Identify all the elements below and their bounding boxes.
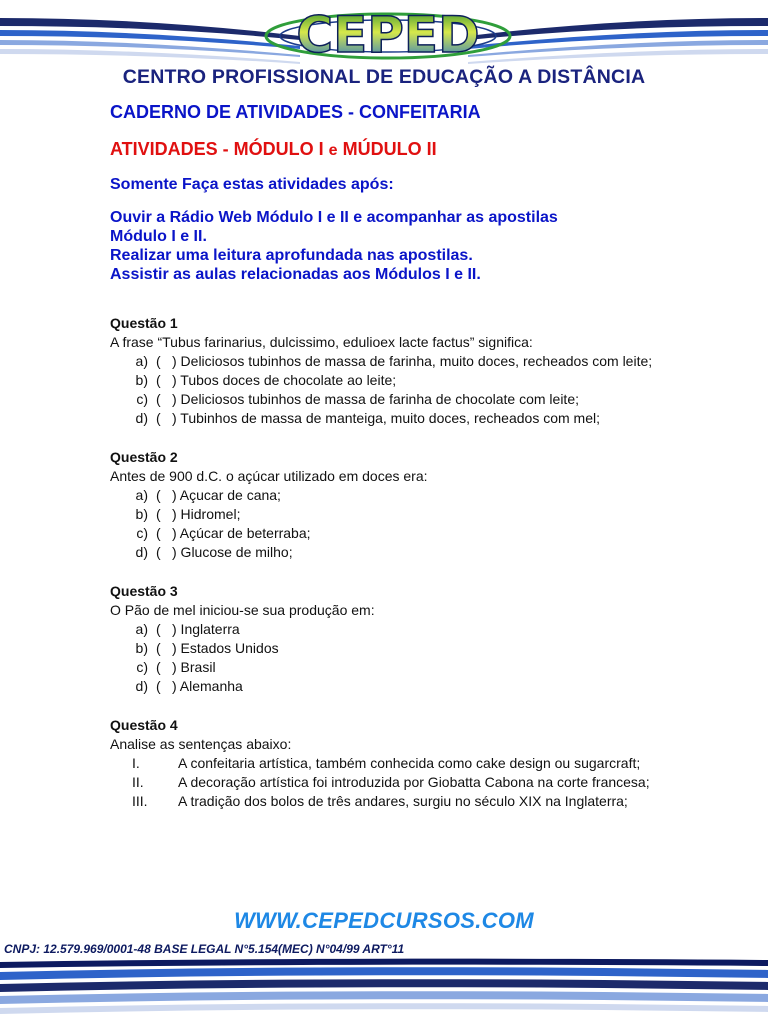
instruction-line: Ouvir a Rádio Web Módulo I e II e acompanhar as apostilas [110,209,558,226]
instruction-line: Realizar uma leitura aprofundada nas apostilas. [110,247,473,264]
statement-number: III. [132,793,148,809]
option-checkbox[interactable]: ( [156,353,161,369]
option-text: ) Glucose de milho; [172,544,293,560]
ceped-logo [252,2,524,70]
option-checkbox[interactable]: ( [156,659,161,675]
option-letter: d) [135,544,148,560]
legal-info: CNPJ: 12.579.969/0001-48 BASE LEGAL N°5.154(MEC) N°04/99 ART°11 [4,942,405,956]
option-text: ) Açucar de cana; [172,487,281,503]
option-checkbox[interactable]: ( [156,525,161,541]
question-stem: O Pão de mel iniciou-se sua produção em: [110,602,375,618]
option-text: ) Deliciosos tubinhos de massa de farinha, muito doces, recheados com leite; [172,353,653,369]
option-letter: b) [135,372,148,388]
option-letter: c) [136,659,148,675]
question-stem: Analise as sentenças abaixo: [110,736,292,752]
option-letter: b) [135,506,148,522]
statement-text: A tradição dos bolos de três andares, surgiu no século XIX na Inglaterra; [178,793,628,809]
module-title-part: ATIVIDADES - MÓDULO I [110,139,329,159]
page-footer [0,900,768,1024]
question-stem: A frase “Tubus farinarius, dulcissimo, edulioex lacte factus” significa: [110,334,533,350]
option-checkbox[interactable]: ( [156,391,161,407]
footer-stripes [0,956,768,1024]
option-item [110,620,658,639]
module-title-part: e [328,142,338,159]
option-text: ) Alemanha [172,678,243,694]
option-letter: d) [135,410,148,426]
option-letter: a) [135,621,148,637]
question-1 [110,314,658,428]
svg-text:CEPED: CEPED [296,6,480,64]
options-list [110,486,658,562]
option-letter: a) [135,353,148,369]
question-title: Questão 4 [110,717,178,733]
instruction-line: Assistir as aulas relacionadas aos Módulos I e II. [110,266,481,283]
option-item [110,639,658,658]
question-2 [110,448,658,562]
option-item [110,371,658,390]
statement-item [110,773,658,792]
document-title: CADERNO DE ATIVIDADES - CONFEITARIA [110,102,481,122]
statement-number: II. [132,774,144,790]
option-letter: c) [136,525,148,541]
option-item [110,524,658,543]
option-checkbox[interactable]: ( [156,506,161,522]
option-letter: b) [135,640,148,656]
option-text: ) Hidromel; [172,506,241,522]
option-checkbox[interactable]: ( [156,487,161,503]
option-text: ) Tubos doces de chocolate ao leite; [172,372,397,388]
option-checkbox[interactable]: ( [156,372,161,388]
options-list [110,352,658,428]
option-checkbox[interactable]: ( [156,410,161,426]
option-item [110,543,658,562]
option-text: ) Deliciosos tubinhos de massa de farinha de chocolate com leite; [172,391,579,407]
question-title: Questão 2 [110,449,178,465]
option-item [110,677,658,696]
option-text: ) Açúcar de beterraba; [172,525,311,541]
instructions-heading: Somente Faça estas atividades após: [110,176,394,193]
statement-text: A confeitaria artística, também conhecida como cake design ou sugarcraft; [178,755,641,771]
statement-text: A decoração artística foi introduzida por Giobatta Cabona na corte francesa; [178,774,650,790]
module-title [110,139,658,160]
question-4 [110,716,658,811]
instructions [110,208,658,284]
option-text: ) Tubinhos de massa de manteiga, muito doces, recheados com mel; [172,410,600,426]
question-title: Questão 1 [110,315,178,331]
option-item [110,505,658,524]
statement-item [110,754,658,773]
website-link[interactable]: WWW.CEPEDCURSOS.COM [234,908,534,933]
document-body [110,100,658,811]
option-letter: c) [136,391,148,407]
page-header [0,0,768,96]
question-stem: Antes de 900 d.C. o açúcar utilizado em doces era: [110,468,428,484]
option-item [110,390,658,409]
question-title: Questão 3 [110,583,178,599]
statement-item [110,792,658,811]
option-checkbox[interactable]: ( [156,640,161,656]
option-letter: d) [135,678,148,694]
option-item [110,352,658,371]
question-3 [110,582,658,696]
options-list [110,620,658,696]
option-text: ) Inglaterra [172,621,240,637]
option-checkbox[interactable]: ( [156,544,161,560]
option-item [110,409,658,428]
option-text: ) Brasil [172,659,216,675]
option-text: ) Estados Unidos [172,640,279,656]
institution-title: CENTRO PROFISSIONAL DE EDUCAÇÃO A DISTÂNCIA [122,66,646,88]
instruction-line: Módulo I e II. [110,228,207,245]
statement-number: I. [132,755,140,771]
option-checkbox[interactable]: ( [156,678,161,694]
option-checkbox[interactable]: ( [156,621,161,637]
option-item [110,486,658,505]
option-item [110,658,658,677]
option-letter: a) [135,487,148,503]
module-title-part: MÚDULO II [337,139,437,159]
